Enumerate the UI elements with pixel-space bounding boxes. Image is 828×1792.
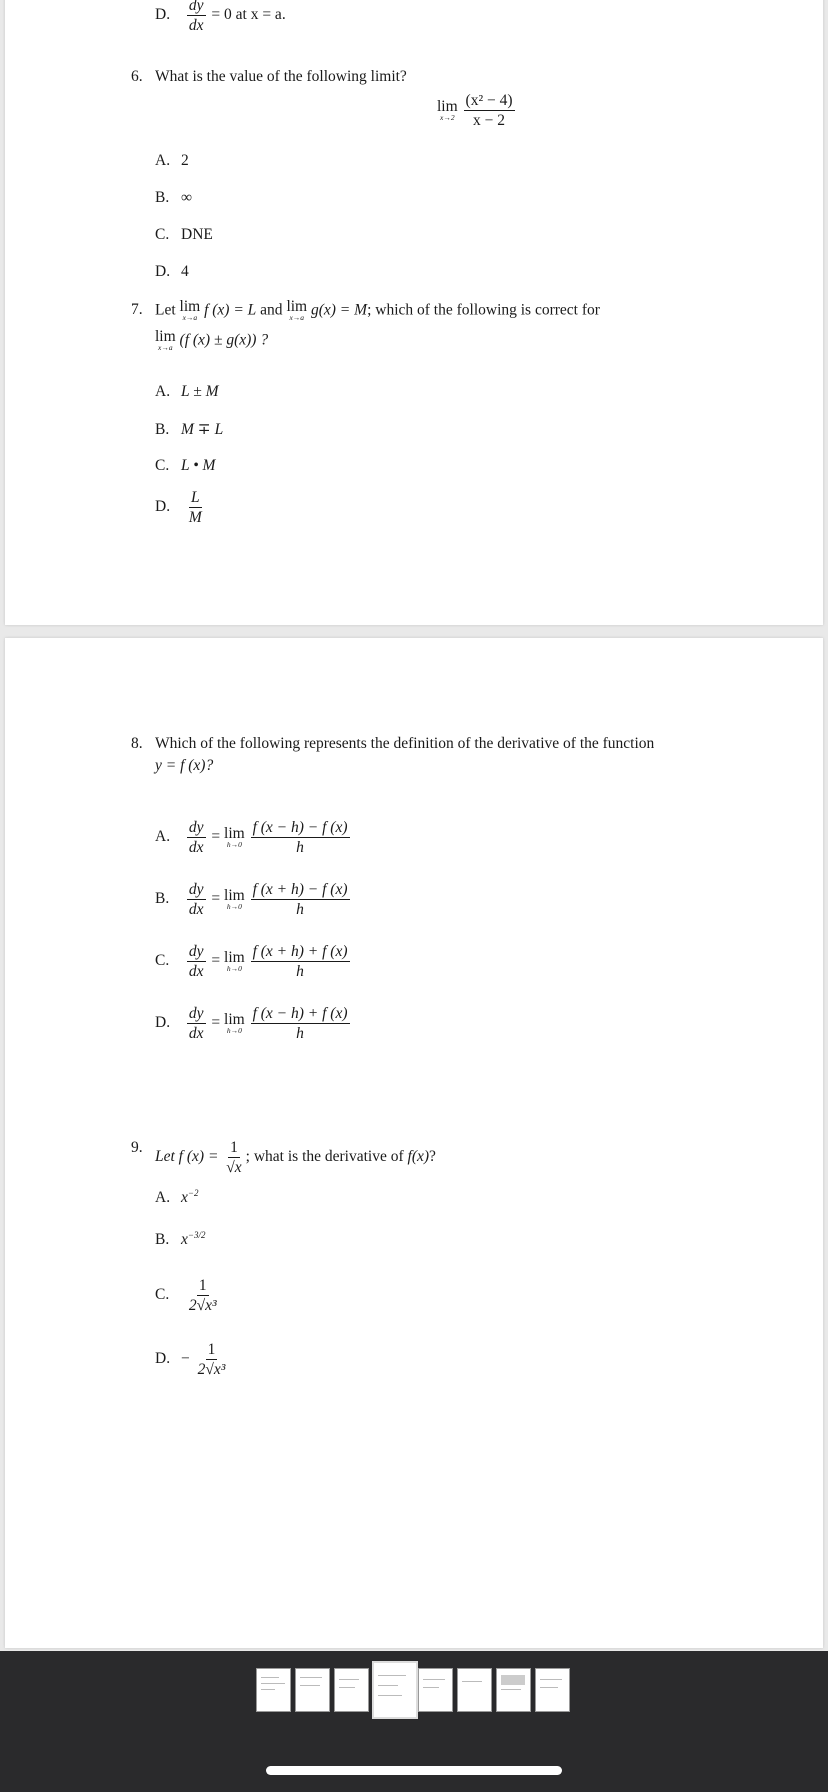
q5-option-d[interactable]: D. $\frac{dy}{dx}$ = 0 at x = a. [155,0,286,35]
q7-second-line: lim x→a (f (x) ± g(x)) ? [155,328,269,352]
q6-limit-expression: lim x→2 $\frac{\text{(x² − 4)}}{x - 2}$ [437,92,513,129]
q8-option-d[interactable]: D. $\frac{dy}{dx}$ = lim h→0 $\frac{f (x - h) + f (x)}{h}$ [155,1005,348,1042]
document-page-1: D. $\frac{dy}{dx}$ = 0 at x = a. 6. What is the value of the following limit? lim x→2 $\frac{\text{(x² − 4)}}{x - 2}$ A. 2 B. ∞ C. DNE D. 4 7. Let lim x→a f (x) = L and lim x→a g(x) = M; which of the following is correct for lim x→a (f (x) ± g(x)) ? A. L ± M B. M ∓ L C. L • M D. $\frac{L}{M}$ [5,0,823,625]
q5-option-d-fraction: $\frac{dy}{dx}$ [187,0,206,35]
q6-option-a[interactable]: A. 2 [155,152,189,169]
q9-option-b[interactable]: B. $x^{-3/2}$ [155,1230,206,1249]
q8-option-b[interactable]: B. $\frac{dy}{dx}$ = lim h→0 $\frac{f (x + h) - f (x)}{h}$ [155,881,348,918]
q6-option-d[interactable]: D. 4 [155,263,189,280]
page-thumbnail-1[interactable] [256,1668,291,1712]
page-thumbnail-4[interactable] [372,1661,418,1719]
q8-second-line: y = f (x)? [155,757,214,774]
q9-option-a[interactable]: A. $x^{-2}$ [155,1188,199,1207]
page-thumbnail-8[interactable] [535,1668,570,1712]
page-thumbnail-7[interactable] [496,1668,531,1712]
page-thumbnail-5[interactable] [418,1668,453,1712]
q8-option-a[interactable]: A. $\frac{dy}{dx}$ = lim h→0 $\frac{f (x - h) - f (x)}{h}$ [155,819,348,856]
page-thumbnail-2[interactable] [295,1668,330,1712]
q9-option-c[interactable]: C. $\frac{1}{\text{2√x³}}$ [155,1277,217,1314]
home-indicator[interactable] [266,1766,562,1775]
q9-option-d[interactable]: D. − $\frac{1}{\text{2√x³}}$ [155,1341,226,1378]
q7-option-b[interactable]: B. M ∓ L [155,421,224,438]
q7-option-d[interactable]: D. $\frac{L}{M}$ [155,489,202,526]
q7-option-a[interactable]: A. L ± M [155,383,219,400]
page-thumbnail-3[interactable] [334,1668,369,1712]
q8-option-c[interactable]: C. $\frac{dy}{dx}$ = lim h→0 $\frac{f (x + h) + f (x)}{h}$ [155,943,348,980]
q6-option-c[interactable]: C. DNE [155,226,213,243]
page-thumbnail-6[interactable] [457,1668,492,1712]
q6-option-b[interactable]: B. ∞ [155,189,193,206]
q7-option-c[interactable]: C. L • M [155,457,216,474]
document-page-2: 8. Which of the following represents the definition of the derivative of the function y = f (x)? A. $\frac{dy}{dx}$ = lim h→0 $\frac{f (x - h) - f (x)}{h}$ B. $\frac{dy}{dx}$ = lim h→0 $\frac{f (x + h) - f (x)}{h}$ C. $\frac{dy}{dx}$ = lim h→0 $\frac{f (x + h) + f (x)}{h}$ D. $\frac{dy}{dx}$ = lim h→0 $\frac{f (x - h) + f (x)}{h}$ 9. Let f (x) = $\frac{1}{√x}$ ; what is the derivative of f(x)? A. $x^{-2}$ B. $x^{-3/2}$ C. $\frac{1}{\text{2√x³}}$ D. − $\frac{1}{\text{2√x³}}$ [5,638,823,1648]
